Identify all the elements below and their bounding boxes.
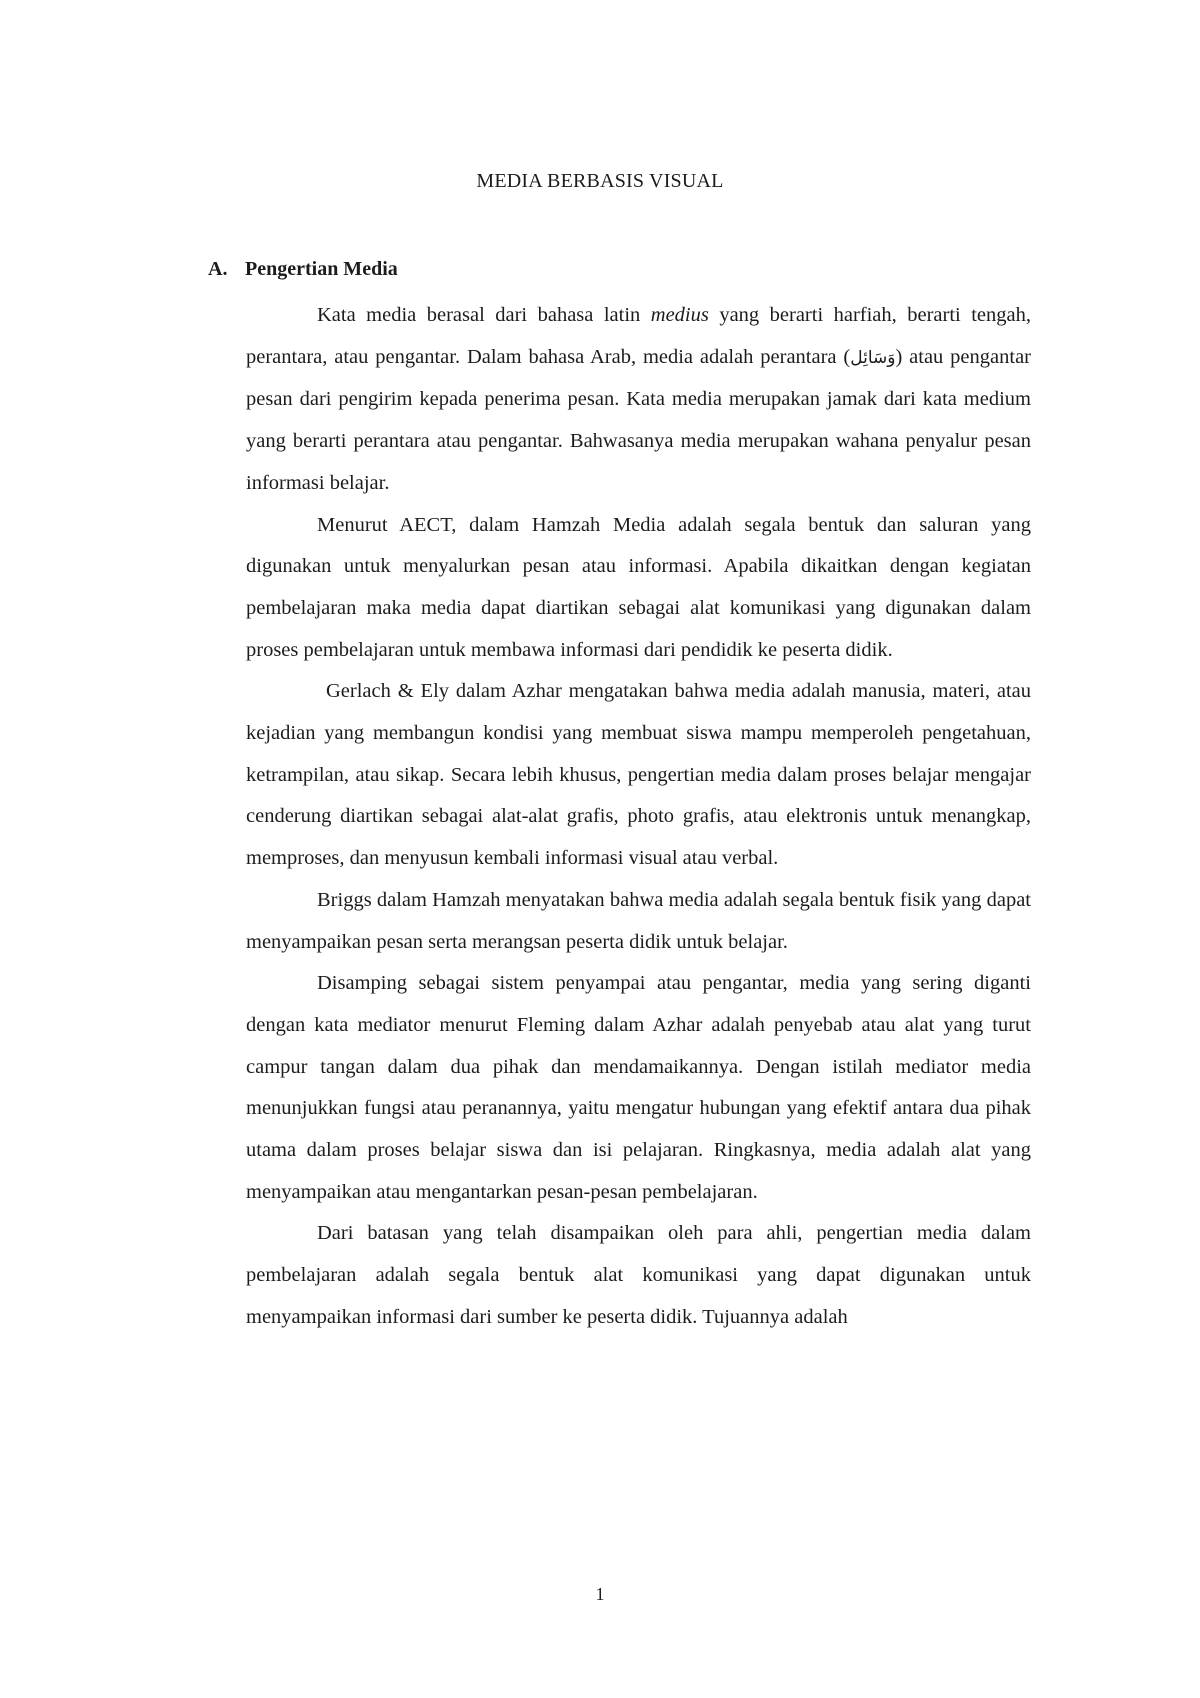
paragraph-5: Disamping sebagai sistem penyampai atau pengantar, media yang sering diganti dengan kata mediator menurut Fleming dalam Azhar adalah penyebab atau alat yang turut campur tangan dalam dua pihak dan mendamaikannya. Dengan istilah mediator media menunjukkan fungsi atau peranannya, yaitu mengatur hubungan yang efektif antara dua pihak utama dalam proses belajar siswa dan isi pelajaran. Ringkasnya, media adalah alat yang menyampaikan atau mengantarkan pesan-pesan pembelajaran. [246, 972, 1031, 1203]
paragraph-1 [246, 295, 1031, 505]
section-heading [208, 258, 398, 281]
paragraph-1-emphasis: medius [650, 304, 709, 326]
document-title: MEDIA BERBASIS VISUAL [476, 170, 724, 192]
body-text [246, 295, 1031, 1339]
paragraph-2: Menurut AECT, dalam Hamzah Media adalah segala bentuk dan saluran yang digunakan untuk menyalurkan pesan atau informasi. Apabila dikaitkan dengan kegiatan pembelajaran maka media dapat diartikan sebagai alat komunikasi yang digunakan dalam proses pembelajaran untuk membawa informasi dari pendidik ke peserta didik. [246, 513, 1031, 661]
paragraph-6: Dari batasan yang telah disampaikan oleh para ahli, pengertian media dalam pembelajaran adalah segala bentuk alat komunikasi yang dapat digunakan untuk menyampaikan informasi dari sumber ke peserta didik. Tujuannya adalah [246, 1222, 1031, 1328]
paragraph-1-after: yang berarti harfiah, berarti tengah, perantara, atau pengantar. Dalam bahasa Arab, media adalah perantara ( [246, 304, 1031, 368]
paragraph-1-arabic-term: وَسَائِل [850, 347, 896, 368]
paragraph-3: Gerlach & Ely dalam Azhar mengatakan bahwa media adalah manusia, materi, atau kejadian yang membangun kondisi yang membuat siswa mampu memperoleh pengetahuan, ketrampilan, atau sikap. Secara lebih khusus, pengertian media dalam proses belajar mengajar cenderung diartikan sebagai alat-alat grafis, photo grafis, atau elektronis untuk menangkap, memproses, dan menyusun kembali informasi visual atau verbal. [246, 680, 1031, 870]
section-letter: A. [208, 258, 228, 280]
section-heading-text: Pengertian Media [245, 258, 398, 280]
paragraph-1-before: Kata media berasal dari bahasa latin [317, 304, 651, 326]
page-number: 1 [595, 1584, 605, 1604]
paragraph-4: Briggs dalam Hamzah menyatakan bahwa media adalah segala bentuk fisik yang dapat menyampaikan pesan serta merangsan peserta didik untuk belajar. [246, 888, 1031, 953]
paragraph-1-after2: ) atau pengantar pesan dari pengirim kepada penerima pesan. Kata media merupakan jamak dari kata medium yang berarti perantara atau pengantar. Bahwasanya media merupakan wahana penyalur pesan informasi belajar. [246, 345, 1031, 494]
